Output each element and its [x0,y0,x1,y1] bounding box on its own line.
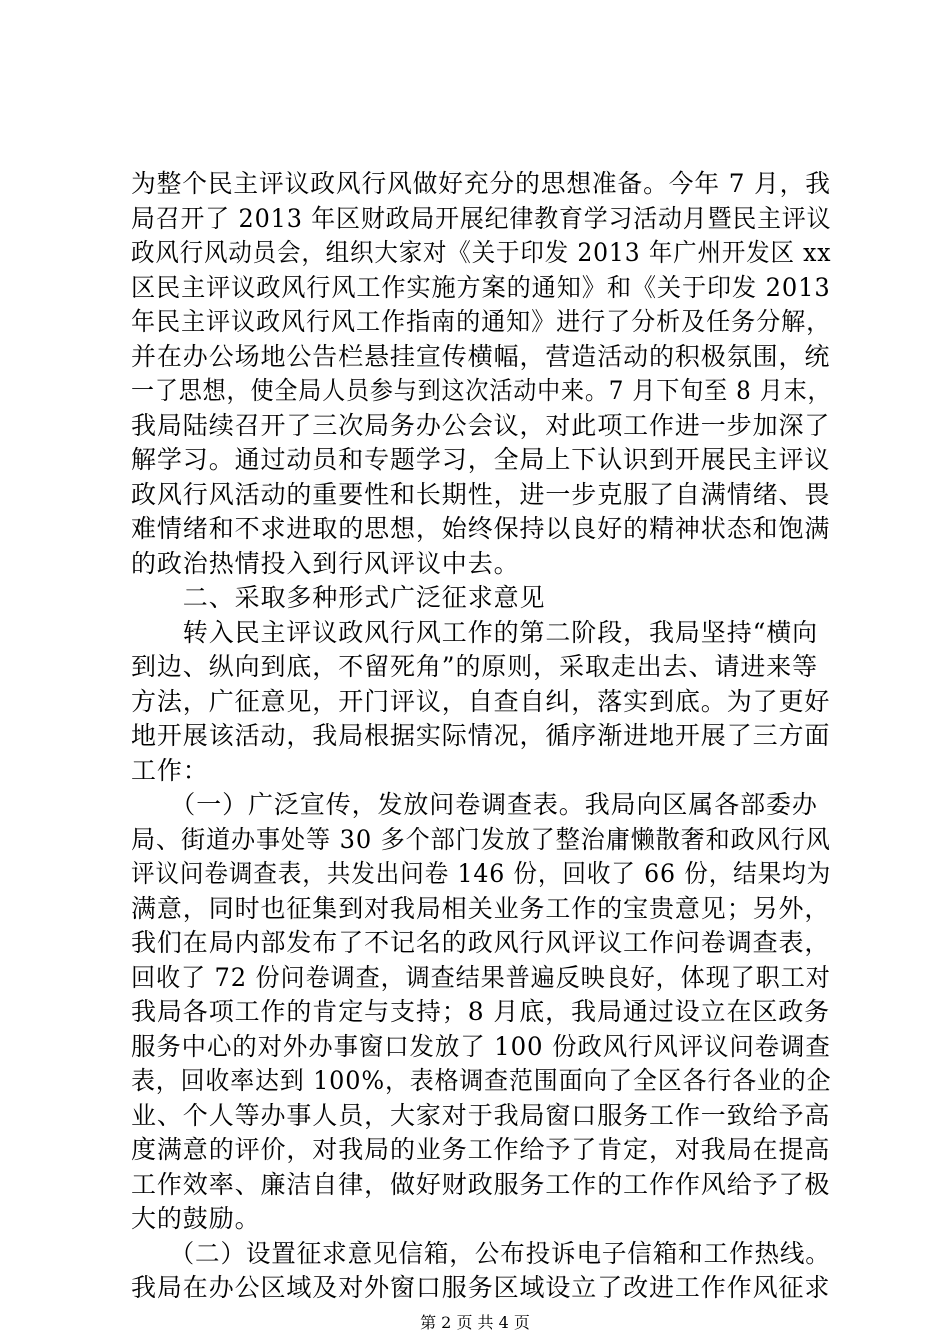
text-line: 地开展该活动，我局根据实际情况，循序渐进地开展了三方面 [131,721,831,750]
text-line: 转入民主评议政风行风工作的第二阶段，我局坚持“横向 [131,618,819,647]
text-line: 我们在局内部发布了不记名的政风行风评议工作问卷调查表， [131,928,831,957]
text-line: 难情绪和不求进取的思想，始终保持以良好的精神状态和饱满 [131,514,831,543]
text-line: 工作效率、廉洁自律，做好财政服务工作的工作作风给予了极 [131,1170,831,1199]
text-line: 回收了 72 份问卷调查，调查结果普遍反映良好，体现了职工对 [131,963,831,992]
text-line: 表，回收率达到 100%，表格调查范围面向了全区各行各业的企 [131,1066,832,1095]
text-line: 到边、纵向到底，不留死角”的原则，采取走出去、请进来等 [131,652,819,681]
text-line: 工作： [131,756,209,785]
text-line: 并在办公场地公告栏悬挂宣传横幅，营造活动的积极氛围，统 [131,342,831,371]
text-line: 度满意的评价，对我局的业务工作给予了肯定，对我局在提高 [131,1135,831,1164]
text-line: 区民主评议政风行风工作实施方案的通知》和《关于印发 2013 [131,273,831,302]
text-line: 业、个人等办事人员，大家对于我局窗口服务工作一致给予高 [131,1101,831,1130]
page-number-footer: 第 2 页 共 4 页 [420,1313,530,1332]
text-line: （二）设置征求意见信箱，公布投诉电子信箱和工作热线。 [131,1239,831,1268]
text-line: 政风行风活动的重要性和长期性，进一步克服了自满情绪、畏 [131,480,831,509]
text-line: 解学习。通过动员和专题学习，全局上下认识到开展民主评议 [131,445,831,474]
text-line: 局召开了 2013 年区财政局开展纪律教育学习活动月暨民主评议 [131,204,832,233]
text-line: 评议问卷调查表，共发出问卷 146 份，回收了 66 份，结果均为 [131,859,832,888]
section-heading: 二、采取多种形式广泛征求意见 [131,583,546,612]
text-line: 为整个民主评议政风行风做好充分的思想准备。今年 7 月，我 [131,169,831,198]
text-line: 服务中心的对外办事窗口发放了 100 份政风行风评议问卷调查 [131,1032,831,1061]
text-line: 局、街道办事处等 30 多个部门发放了整治庸懒散奢和政风行风 [131,825,831,854]
text-line: 一了思想，使全局人员参与到这次活动中来。7 月下旬至 8 月末， [131,376,832,405]
text-line: 我局在办公区域及对外窗口服务区域设立了改进工作作风征求 [131,1273,831,1302]
text-line: 年民主评议政风行风工作指南的通知》进行了分析及任务分解， [131,307,832,336]
text-line: 政风行风动员会，组织大家对《关于印发 2013 年广州开发区 xx [131,238,832,267]
text-line: （一）广泛宣传，发放问卷调查表。我局向区属各部委办 [131,790,818,819]
text-line: 方法，广征意见，开门评议，自查自纠，落实到底。为了更好 [131,687,831,716]
text-line: 大的鼓励。 [131,1204,261,1233]
text-line: 我局陆续召开了三次局务办公会议，对此项工作进一步加深了 [131,411,831,440]
text-line: 满意，同时也征集到对我局相关业务工作的宝贵意见；另外， [131,894,831,923]
text-line: 的政治热情投入到行风评议中去。 [131,549,520,578]
text-line: 我局各项工作的肯定与支持；8 月底，我局通过设立在区政务 [131,997,831,1026]
